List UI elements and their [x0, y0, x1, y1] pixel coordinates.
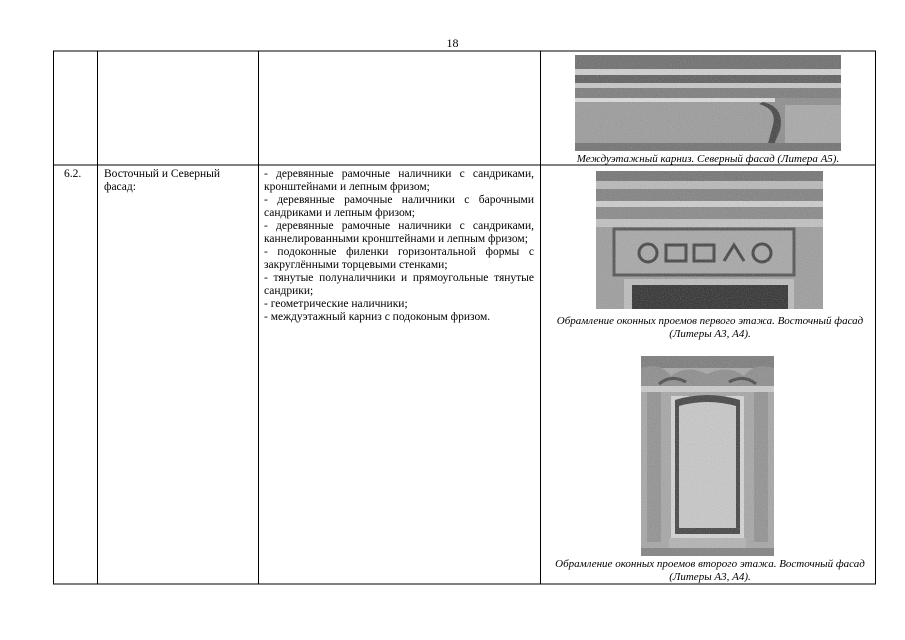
- row-number: 6.2.: [64, 168, 82, 180]
- first-floor-caption: Обрамление оконных проемов первого этажа. Восточный фасад (Литеры А3, А4).: [556, 315, 864, 340]
- element-list: [264, 168, 534, 324]
- cornice-photo: [575, 55, 841, 151]
- list-item: - деревянные рамочные наличники с барочными сандриками и лепным фризом;: [264, 194, 534, 219]
- list-item: - деревянные рамочные наличники с сандриками, каннелированными кронштейнами и лепным фризом;: [264, 220, 534, 245]
- list-item: - геометрические наличники;: [264, 298, 408, 310]
- second-floor-caption: Обрамление оконных проемов второго этажа. Восточный фасад (Литеры А3, А4).: [555, 558, 865, 583]
- list-item: - подоконные филенки горизонтальной формы с закруглёнными торцевыми стенками;: [264, 246, 534, 271]
- list-item: - деревянные рамочные наличники с сандриками, кронштейнами и лепным фризом;: [264, 168, 534, 193]
- first-floor-window-photo: [596, 171, 823, 309]
- list-item: - тянутые полуналичники и прямоугольные тянутые сандрики;: [264, 272, 534, 297]
- list-item: - междуэтажный карниз с подоконым фризом.: [264, 311, 491, 323]
- object-name: Восточный и Северный фасад:: [104, 168, 221, 193]
- second-floor-window-photo: [641, 356, 774, 556]
- page-number: 18: [446, 36, 459, 50]
- cornice-caption: Междуэтажный карниз. Северный фасад (Литера А5).: [576, 153, 840, 165]
